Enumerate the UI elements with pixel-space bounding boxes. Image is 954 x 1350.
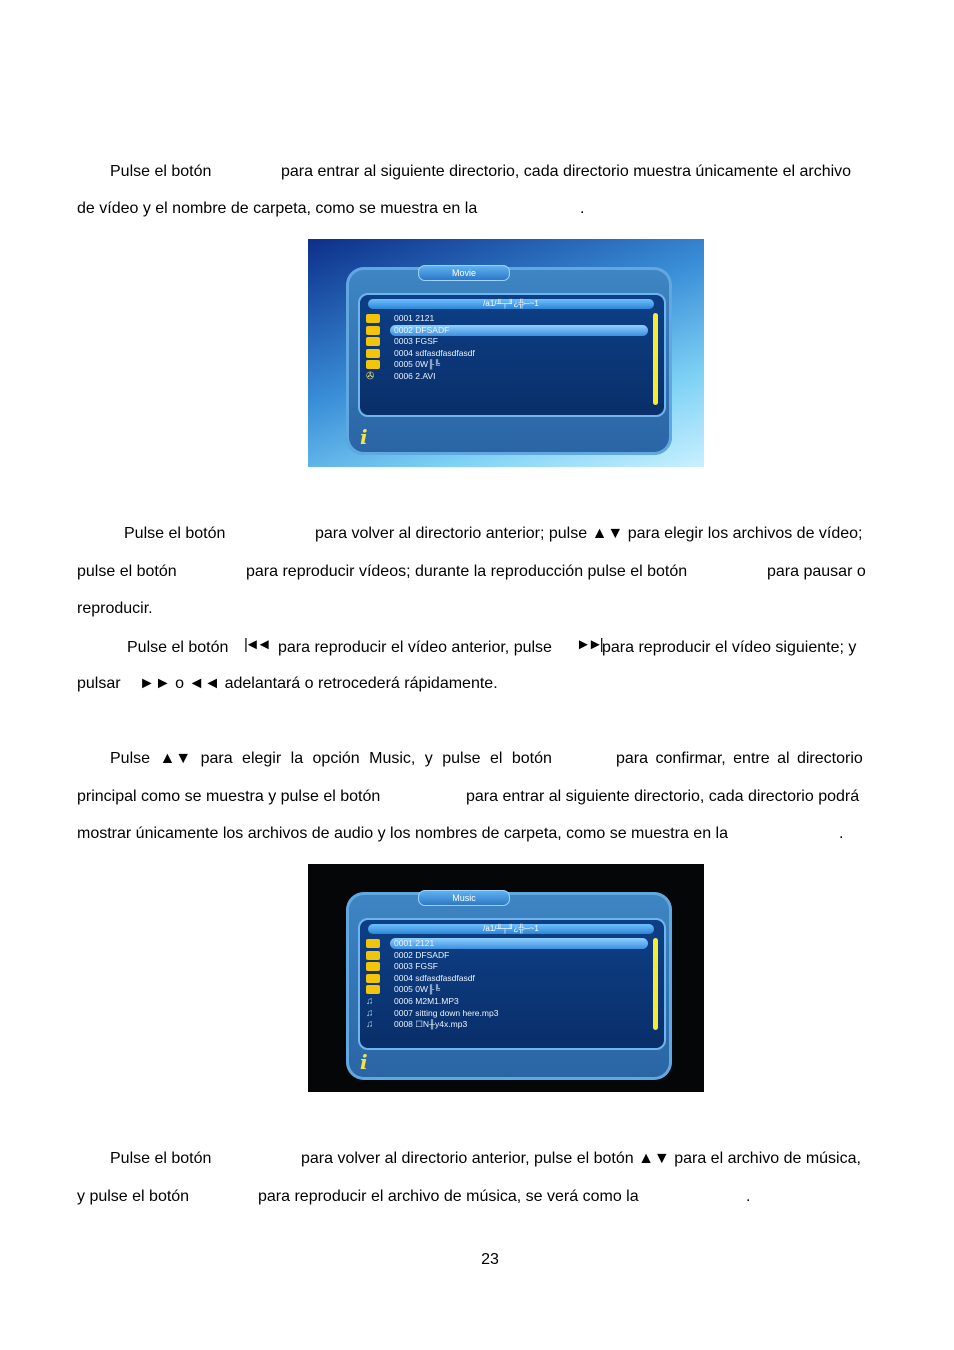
directory-path: /a1/╨┬╜¿╬─~1 <box>368 924 654 934</box>
folder-icon <box>366 314 380 323</box>
text-segment: para reproducir vídeos; durante la reproducción pulse el botón <box>246 563 688 580</box>
text-segment: para confirmar, entre al directorio <box>616 750 863 767</box>
folder-icon <box>366 951 380 960</box>
list-item[interactable] <box>366 950 642 961</box>
music-note-icon: ♫ <box>366 996 374 1007</box>
music-tab: Music <box>418 890 510 906</box>
text-segment: . <box>839 825 844 842</box>
list-item[interactable] <box>366 371 642 382</box>
text-segment: principal como se muestra y pulse el botón <box>77 788 381 805</box>
list-item-label: 0007 sitting down here.mp3 <box>394 1007 499 1018</box>
music-note-icon: ♫ <box>366 1019 374 1031</box>
text-segment: de vídeo y el nombre de carpeta, como se muestra en la <box>77 200 478 217</box>
list-item[interactable] <box>366 984 642 995</box>
film-reel-icon: ✇ <box>366 371 375 382</box>
list-item[interactable] <box>366 348 642 359</box>
text-segment: para reproducir el vídeo siguiente; y <box>602 639 857 656</box>
text-segment: y pulse el botón <box>77 1188 190 1205</box>
folder-icon <box>366 939 380 948</box>
list-item-label: 0004 sdfasdfasdfasdf <box>394 347 475 358</box>
text-segment: pulse el botón <box>77 563 177 580</box>
list-item-label: 0001 2121 <box>394 313 435 323</box>
folder-icon <box>366 360 380 369</box>
list-item[interactable] <box>366 325 642 336</box>
list-item-label: 0004 sdfasdfasdfasdf <box>394 972 475 983</box>
folder-icon <box>366 962 380 971</box>
file-list-panel <box>358 918 666 1050</box>
list-item[interactable] <box>366 313 642 324</box>
list-item-label: 0006 M2M1.MP3 <box>394 996 459 1006</box>
text-segment: Pulse ▲▼ para elegir la opción Music, y pulse el botón <box>110 750 552 767</box>
text-segment: para pausar o <box>767 563 866 580</box>
text-segment: Pulse el botón <box>127 639 229 656</box>
list-item-label: 0003 FGSF <box>394 961 438 972</box>
text-segment: ►► o ◄◄ adelantará o retrocederá rápidamente. <box>139 675 498 692</box>
list-item-label: 0005 0W╟╚ <box>394 984 441 995</box>
folder-icon <box>366 985 380 994</box>
folder-icon <box>366 326 380 335</box>
text-segment: pulsar <box>77 675 121 692</box>
list-item-label: 0002 DFSADF <box>394 949 450 960</box>
directory-path: /a1/╨┬╜¿╬─~1 <box>368 299 654 309</box>
folder-icon <box>366 337 380 346</box>
page-number: 23 <box>481 1251 499 1268</box>
osd-frame <box>346 892 672 1080</box>
list-item-label: 0006 2.AVI <box>394 371 436 381</box>
folder-icon <box>366 349 380 358</box>
scrollbar <box>653 313 658 405</box>
text-segment: para volver al directorio anterior, pulse el botón ▲▼ para el archivo de música, <box>301 1150 861 1167</box>
music-browser-screenshot <box>308 864 704 1092</box>
info-icon: i <box>360 425 368 449</box>
list-item[interactable] <box>366 359 642 370</box>
movie-browser-screenshot <box>308 239 704 467</box>
text-segment: reproducir. <box>77 600 153 617</box>
text-segment: Pulse el botón <box>124 525 226 542</box>
list-item[interactable] <box>366 961 642 972</box>
skip-next-icon: ►►| <box>576 636 601 653</box>
movie-tab: Movie <box>418 265 510 281</box>
text-segment: Pulse el botón <box>110 163 212 180</box>
text-segment: para reproducir el archivo de música, se verá como la <box>258 1188 639 1205</box>
text-segment: mostrar únicamente los archivos de audio y los nombres de carpeta, como se muestra en la <box>77 825 728 842</box>
text-segment: para volver al directorio anterior; pulse ▲▼ para elegir los archivos de vídeo; <box>315 525 863 542</box>
list-item[interactable] <box>366 938 642 949</box>
list-item[interactable] <box>366 1008 642 1019</box>
info-icon: i <box>360 1050 368 1074</box>
text-segment: . <box>746 1188 751 1205</box>
list-item[interactable] <box>366 996 642 1007</box>
list-item-label: 0005 0W╟╚ <box>394 359 441 370</box>
list-item-label: 0008 ☐N╫y4x.mp3 <box>394 1019 468 1030</box>
list-item[interactable] <box>366 973 642 984</box>
osd-frame <box>346 267 672 455</box>
list-item[interactable] <box>366 336 642 347</box>
text-segment: . <box>580 200 585 217</box>
list-item[interactable] <box>366 1019 642 1030</box>
text-segment: para entrar al siguiente directorio, cada directorio podrá <box>466 788 860 805</box>
text-segment: Pulse el botón <box>110 1150 212 1167</box>
file-list-panel <box>358 293 666 417</box>
list-item-label: 0003 FGSF <box>394 336 438 347</box>
text-segment: para entrar al siguiente directorio, cada directorio muestra únicamente el archivo <box>281 163 852 180</box>
list-item-label: 0001 2121 <box>394 938 435 948</box>
skip-previous-icon: |◄◄ <box>244 636 269 653</box>
music-note-icon: ♫ <box>366 1007 374 1019</box>
scrollbar <box>653 938 658 1030</box>
folder-icon <box>366 974 380 983</box>
list-item-label: 0002 DFSADF <box>394 324 450 335</box>
text-segment: para reproducir el vídeo anterior, pulse <box>278 639 552 656</box>
